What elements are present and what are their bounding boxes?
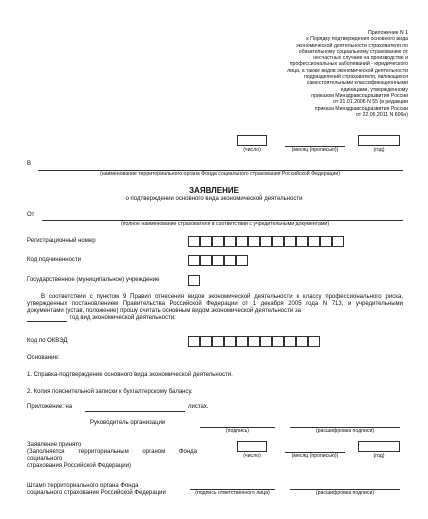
appendix-line: приказом Минздравсоцразвития России <box>311 92 408 99</box>
subordination-label: Код подчиненности <box>27 257 82 263</box>
okved-cell[interactable] <box>200 336 212 347</box>
okved-cell[interactable] <box>236 336 248 347</box>
stamp-line-1: Штамп территориального органа Фонда <box>27 483 139 489</box>
appendix-line: лица, а также видов экономической деятельности <box>287 67 408 74</box>
sub-cell[interactable] <box>200 255 212 266</box>
appendix-line: от 22.06.2011 N 606н) <box>355 111 408 118</box>
stamp-decode-caption: (расшифровка подписи) <box>315 490 375 496</box>
okved-cell[interactable] <box>224 336 236 347</box>
okved-cell[interactable] <box>308 336 320 347</box>
appendix-block <box>198 30 408 118</box>
appendix-line: Приложение N 1 <box>368 30 408 36</box>
appendix-line: подразделений страхователя, являющихся <box>304 74 408 81</box>
year-blank-line[interactable] <box>27 321 67 322</box>
attachment-prefix: Приложение: на <box>27 404 73 410</box>
reg-cell[interactable] <box>284 236 296 247</box>
recipient-prefix: В <box>27 161 32 167</box>
accepted-day-box[interactable] <box>237 441 267 452</box>
sub-cell[interactable] <box>236 255 248 266</box>
reg-cell[interactable] <box>200 236 212 247</box>
accepted-label <box>27 442 197 470</box>
basis-item-2: 2. Копия пояснительной записки к бухгалтерскому балансу. <box>27 389 193 395</box>
okved-cell[interactable] <box>212 336 224 347</box>
accepted-line-2: (Заполняется территориальным органом Фонда социального <box>27 449 197 462</box>
appendix-line: единицами, утвержденному <box>340 86 408 93</box>
okved-cell[interactable] <box>296 336 308 347</box>
date-year-box[interactable] <box>358 135 400 146</box>
reg-number-label: Регистрационный номер <box>27 238 96 244</box>
appendix-line: приказа Минздравсоцразвития России <box>314 105 408 112</box>
accepted-day-caption: (число) <box>243 453 261 459</box>
head-sign-caption: (подпись) <box>225 428 250 434</box>
sub-cell[interactable] <box>212 255 224 266</box>
date-day-box[interactable] <box>237 135 267 146</box>
reg-cell[interactable] <box>296 236 308 247</box>
accepted-year-box[interactable] <box>358 441 400 452</box>
sub-cell[interactable] <box>224 255 236 266</box>
sub-cell[interactable] <box>188 255 200 266</box>
document-title: ЗАЯВЛЕНИЕ <box>189 186 239 195</box>
okved-cell[interactable] <box>272 336 284 347</box>
state-institution-label: Государственное (муниципальное) учреждение <box>27 277 160 283</box>
head-decode-caption: (расшифровка подписи) <box>315 428 375 434</box>
from-prefix: От <box>27 212 35 218</box>
reg-cell[interactable] <box>272 236 284 247</box>
appendix-line: профессиональных заболеваний - юридического <box>289 61 408 68</box>
basis-item-1: 1. Справка-подтверждение основного вида экономической деятельности. <box>27 372 233 378</box>
reg-cell[interactable] <box>248 236 260 247</box>
attachment-suffix: листах. <box>188 404 209 410</box>
date-month-caption: (месяц (прописью)) <box>291 147 339 153</box>
appendix-line: экономической деятельности страхователя по <box>296 42 408 49</box>
reg-cell[interactable] <box>332 236 344 247</box>
state-institution-checkbox[interactable] <box>188 275 200 286</box>
okved-label: Код по ОКВЭД <box>27 338 68 344</box>
stamp-line-2: социального страхования Российской Федерации <box>27 490 166 496</box>
reg-cell[interactable] <box>212 236 224 247</box>
head-label: Руководитель организации <box>90 420 166 426</box>
appendix-line: обязательному социальному страхованию от <box>298 48 408 55</box>
reg-cell[interactable] <box>320 236 332 247</box>
stamp-label <box>27 483 197 497</box>
appendix-line: к Порядку подтверждения основного вида <box>306 36 408 43</box>
document-subtitle: о подтверждении основного вида экономической деятельности <box>125 196 303 202</box>
basis-label: Основание: <box>27 355 60 361</box>
date-day-caption: (число) <box>243 147 261 153</box>
okved-cell[interactable] <box>248 336 260 347</box>
stamp-responsible-caption: (подпись ответственного лица) <box>195 490 270 496</box>
accepted-line-3: страхования Российской Федерации) <box>27 463 131 469</box>
reg-cell[interactable] <box>308 236 320 247</box>
body-paragraph-tail: год вид экономической деятельности: <box>70 315 176 321</box>
okved-cell[interactable] <box>260 336 272 347</box>
appendix-line: несчастных случаев на производстве и <box>313 55 408 62</box>
accepted-month-caption: (месяц (прописью)) <box>291 453 339 459</box>
reg-cell[interactable] <box>260 236 272 247</box>
recipient-caption: (наименование территориального органа Фонда социального страхования Российской Федерации) <box>99 171 340 177</box>
okved-cell[interactable] <box>284 336 296 347</box>
from-caption: (полное наименование страхователя в соответствии с учредительными документами) <box>120 221 330 227</box>
reg-cell[interactable] <box>224 236 236 247</box>
body-paragraph <box>27 294 403 315</box>
attachment-sheets-line[interactable] <box>85 411 185 412</box>
okved-cell[interactable] <box>188 336 200 347</box>
reg-cell[interactable] <box>188 236 200 247</box>
appendix-line: от 31.01.2006 N 55 (в редакции <box>333 99 408 106</box>
appendix-line: самостоятельными классификационными <box>306 80 408 87</box>
date-year-caption: (год) <box>373 147 385 153</box>
body-paragraph-text: В соответствии с пунктом 9 Правил отнесения видов экономической деятельности к классу профессионального риска, утвержденных постановлением Правительства Российской Федерации от 1 декабря 2005 года N 713, и учредительными документами (устав, положение) прошу считать основным видом экономической деятельности за <box>27 294 403 314</box>
reg-cell[interactable] <box>236 236 248 247</box>
accepted-year-caption: (год) <box>373 453 385 459</box>
accepted-line-1: Заявление принято <box>27 442 82 448</box>
